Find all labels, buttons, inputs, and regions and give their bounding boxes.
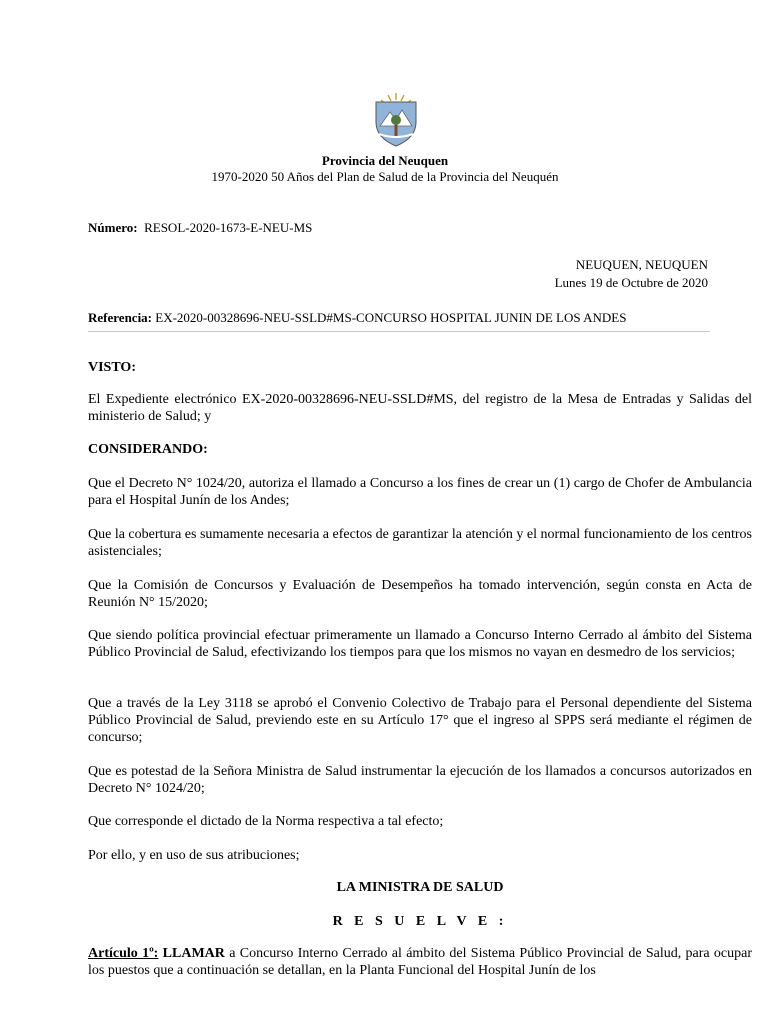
visto-paragraph: El Expediente electrónico EX-2020-00328696-NEU-SSLD#MS, del registro de la Mesa de Entradas y Salidas del ministerio de Salud; y [88,392,752,424]
resuelve-title: R E S U E L V E : [332,914,508,929]
organization-name: Provincia del Neuquen [321,153,449,168]
place-line: NEUQUEN, NEUQUEN [575,257,708,272]
resolution-number [88,219,312,236]
considerando-paragraph-1: Que el Decreto N° 1024/20, autoriza el llamado a Concurso a los fines de crear un (1) cargo de Chofer de Ambulancia para el Hospital Junín de los Andes; [88,476,752,508]
reference-line [88,309,626,326]
date-line: Lunes 19 de Octubre de 2020 [554,275,708,290]
considerando-paragraph-5: Que a través de la Ley 3118 se aprobó el Convenio Colectivo de Trabajo para el Personal dependiente del Sistema Público Provincial de Salud, previendo este en su Artículo 17° que el ingreso al SPPS será mediante el régimen de concurso; [88,696,752,745]
articulo-1 [88,945,752,979]
considerando-paragraph-2: Que la cobertura es sumamente necesaria a efectos de garantizar la atención y el normal funcionamiento de los centros asistenciales; [88,527,752,559]
considerando-paragraph-6: Que es potestad de la Señora Ministra de Salud instrumentar la ejecución de los llamados a concursos autorizados en Decreto N° 1024/20; [88,764,752,796]
referencia-label: Referencia: [88,310,153,325]
numero-label: Número: [88,220,138,235]
document-subtitle: 1970-2020 50 Años del Plan de Salud de la Provincia del Neuquén [211,169,559,184]
provincial-coat-of-arms-icon [370,92,422,148]
articulo-label: Artículo 1º: [88,946,159,961]
considerando-heading: CONSIDERANDO: [88,442,208,457]
authority-title: LA MINISTRA DE SALUD [336,880,504,895]
articulo-verb: LLAMAR [162,946,225,961]
considerando-paragraph-7: Que corresponde el dictado de la Norma respectiva a tal efecto; [88,814,444,829]
visto-heading: VISTO: [88,360,136,375]
articulo-text: a Concurso Interno Cerrado al ámbito del Sistema Público Provincial de Salud, para ocupar los puestos que a continuación se detallan, en la Planta Funcional del Hospital Junín de los [88,946,753,978]
divider [88,331,710,332]
considerando-paragraph-3: Que la Comisión de Concursos y Evaluación de Desempeños ha tomado intervención, según consta en Acta de Reunión N° 15/2020; [88,578,752,610]
considerando-paragraph-4: Que siendo política provincial efectuar primeramente un llamado a Concurso Interno Cerrado al ámbito del Sistema Público Provincial de Salud, efectivizando los tiempos para que los mismos no vayan en desmedro de los servicios; [88,628,752,660]
referencia-value: EX-2020-00328696-NEU-SSLD#MS-CONCURSO HOSPITAL JUNIN DE LOS ANDES [155,310,627,325]
considerando-paragraph-8: Por ello, y en uso de sus atribuciones; [88,848,300,863]
numero-value: RESOL-2020-1673-E-NEU-MS [144,220,313,235]
